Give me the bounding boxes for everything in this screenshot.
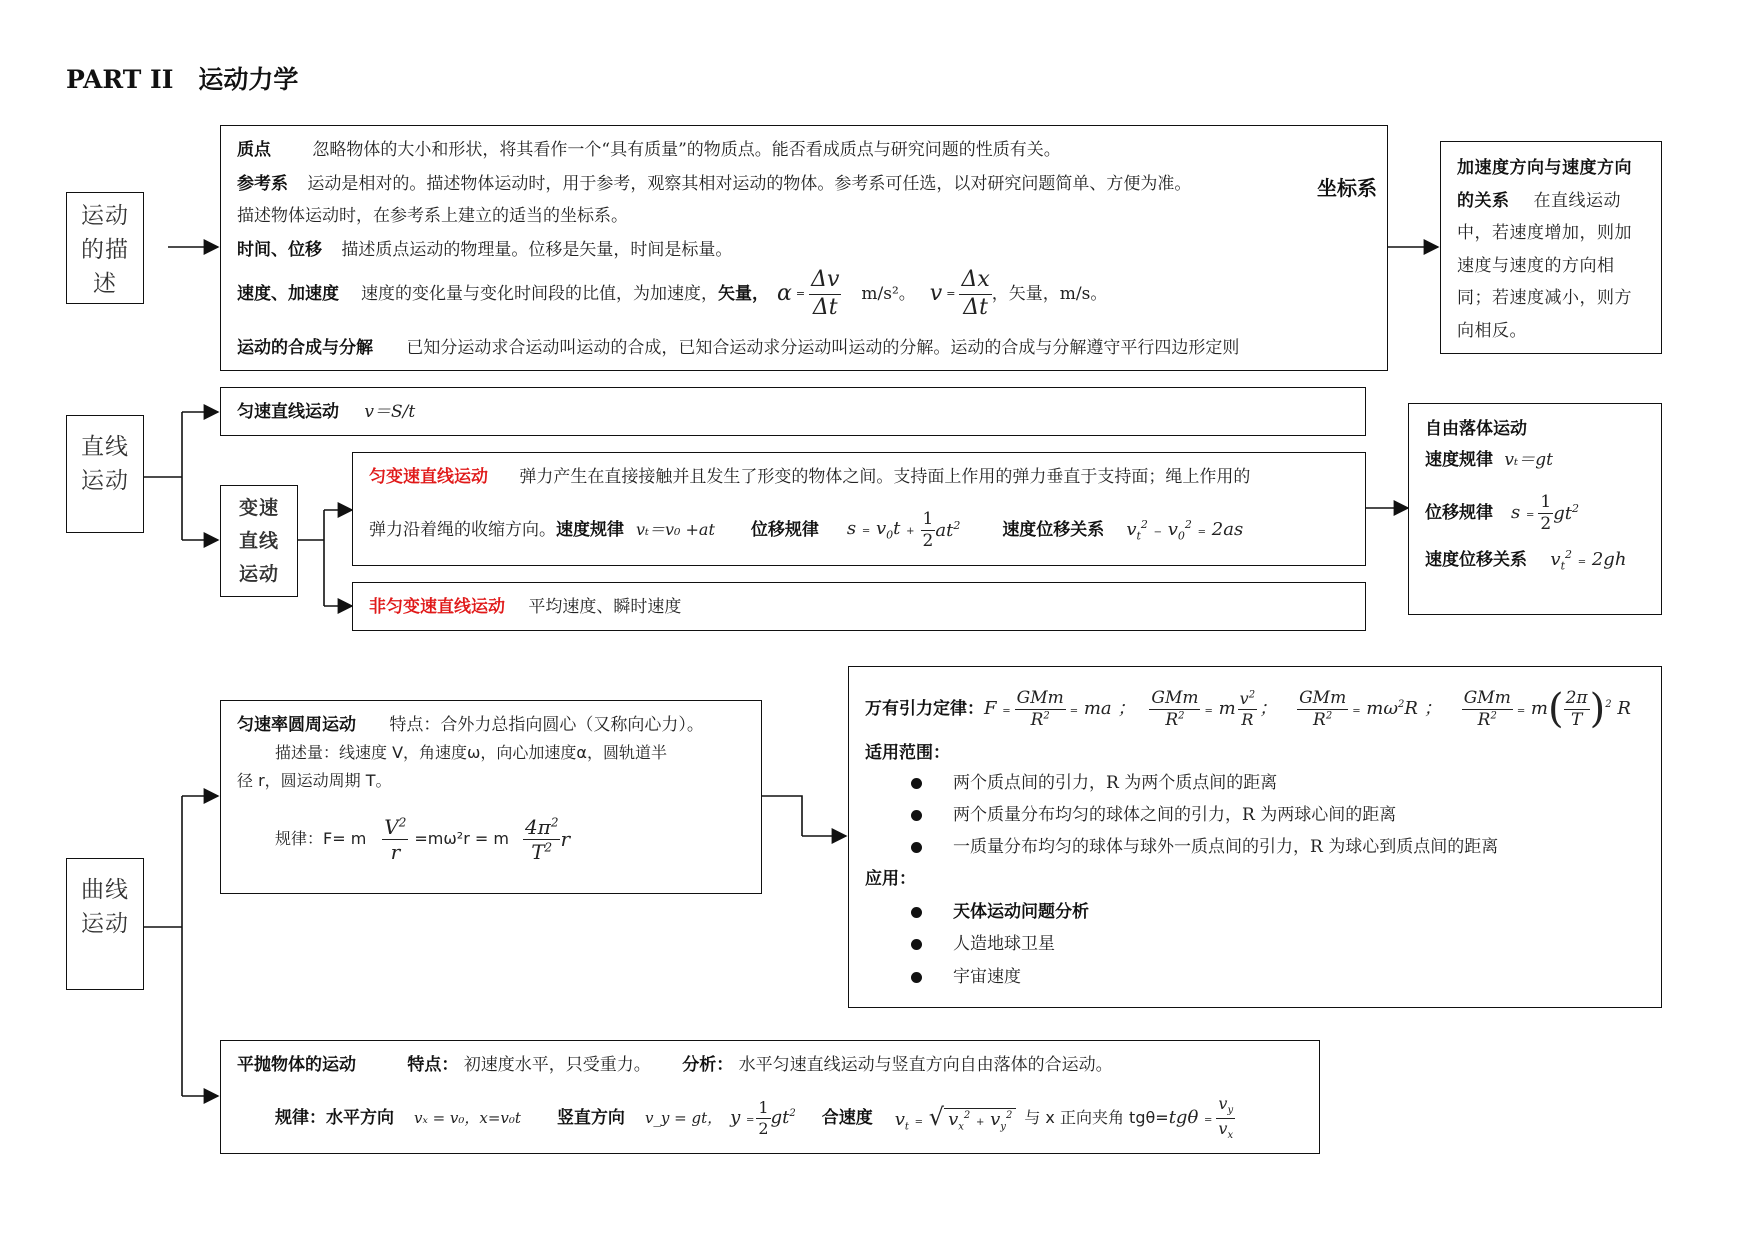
freefall-title: 自由落体运动 — [1425, 419, 1527, 439]
projectile-horiz: vₓ = v₀，x=v₀t — [414, 1109, 521, 1127]
circular-desc1: 描述量：线速度 V，角速度ω，向心加速度α，圆轨道半 — [275, 743, 667, 762]
scope-item-3: 一质量分布均匀的球体与球外一质点间的引力，R 为球心到质点间的距离 — [953, 837, 1499, 857]
uniaccel-disp-law: 位移规律 — [750, 519, 819, 540]
speed-tail: ，矢量，m/s。 — [991, 283, 1108, 304]
v-symbol: v — [929, 280, 943, 306]
nonuni-label: 非匀变速直线运动 — [369, 597, 505, 617]
page-title: PART II 运动力学 — [66, 65, 299, 94]
scope-item-1: 两个质点间的引力，R 为两个质点间的距离 — [953, 773, 1278, 793]
projectile-feature-label: 特点： — [407, 1055, 459, 1075]
ref-label: 参考系 — [237, 174, 288, 194]
ref-text: 运动是相对的。描述物体运动时，用于参考，观察其相对运动的物体。参考系可任选，以对研究问题简单、方便为准。 — [307, 174, 1192, 194]
nonuni-box — [352, 582, 1366, 631]
circular-label: 匀速率圆周运动 — [237, 715, 356, 735]
uniaccel-speed-formula: vₜ＝v₀ +at — [636, 520, 715, 540]
freefall-speed-formula: vₜ＝gt — [1504, 450, 1553, 470]
particle-label: 质点 — [237, 140, 271, 160]
velocity-fraction: $\frac{\Delta x}{\Delta t}$ — [961, 267, 990, 320]
time-text: 描述质点运动的物理量。位移是矢量，时间是标量。 — [341, 240, 733, 260]
bullet-dot — [911, 907, 922, 918]
describe-box: 质点 忽略物体的大小和形状，将其看作一个“具有质量”的物质点。能否看成质点与研究问题的性质有关。 参考系 运动是相对的。描述物体运动时，用于参考，观察其相对运动的物体。参考系可任选，以对研究问题简单、方便为准。 坐标系 描述物体运动时，在参考系上建立的适当的坐标系。 时间、位移 描述质点运动的物理量。位移是矢量，时间是标量。 速度、加速度 速度的变化量与变化时间段的比值，为加速度， 矢量， α = $\frac{\Delta v}{\Delta t}$ m/s²。 v = $\frac{\Delta x}{\Delta t}$ ，矢量，m/s。 运动的合成与分解 已知分运动求合运动叫运动的合成，已知合运动求分运动叫运动的分解。运动的合成与分解遵守平行四边形定则 — [220, 125, 1388, 371]
uniaccel-text1: 弹力产生在直接接触并且发生了形变的物体之间。支持面上作用的弹力垂直于支持面；绳上作用的 — [519, 467, 1251, 487]
nonuni-text: 平均速度、瞬时速度 — [528, 597, 682, 617]
compose-text: 已知分运动求合运动叫运动的合成，已知合运动求分运动叫运动的分解。运动的合成与分解遵守平行四边形定则 — [406, 338, 1240, 358]
projectile-analysis-label: 分析： — [682, 1055, 734, 1075]
projectile-angle-text: 与 x 正向夹角 tgθ= — [1024, 1108, 1169, 1128]
projectile-label: 平抛物体的运动 — [237, 1055, 356, 1075]
uniaccel-label: 匀变速直线运动 — [369, 467, 488, 487]
uniaccel-speed-law: 速度规律 — [556, 519, 624, 540]
bullet-dot — [911, 972, 922, 983]
accel-relation-text: 在直线运动中，若速度增加，则加速度与速度的方向相同；若速度减小，则方向相反。 — [1457, 190, 1632, 341]
uniform-linear-box — [220, 387, 1366, 436]
variable-branch — [298, 510, 324, 606]
section-curve: 曲线运动 — [66, 858, 144, 990]
projectile-combined-label: 合速度 — [821, 1107, 873, 1128]
curve-branch — [144, 796, 182, 1096]
alpha-symbol: α — [777, 280, 792, 306]
coord-label: 坐标系 — [1317, 176, 1377, 200]
projectile-analysis-text: 水平匀速直线运动与竖直方向自由落体的合运动。 — [738, 1055, 1113, 1075]
time-label: 时间、位移 — [237, 240, 322, 260]
circular-feature: 特点：合外力总指向圆心（又称向心力）。 — [389, 715, 704, 735]
particle-text: 忽略物体的大小和形状，将其看作一个“具有质量”的物质点。能否看成质点与研究问题的性质有关。 — [312, 140, 1061, 160]
projectile-law-label: 规律：水平方向 — [275, 1107, 394, 1128]
gravity-law-label: 万有引力定律： — [865, 698, 984, 719]
section-variable: 变速直线运动 — [220, 485, 298, 597]
accel-relation-box — [1440, 141, 1662, 354]
freefall-speed-law: 速度规律 — [1425, 450, 1493, 470]
scope-item-2: 两个质量分布均匀的球体之间的引力，R 为两球心间的距离 — [953, 805, 1397, 825]
circular-to-gravity — [762, 796, 802, 836]
gravity-box: 万有引力定律： F = $\frac{\text{GMm}}{R^2}$ = ma ； $\frac{\text{GMm}}{R^2}$ = m $\frac{v^2}{R}$ ； $\frac{\text{GMm}}{R^2}$ = $m\omega^2R$ ； $\frac{\text{GMm}}{R^2}$ = m( $\frac{2\pi}{T}$ )$^2$ R 适用范围： 两个质点间的引力，R 为两个质点间的距离 两个质量分布均匀的球体之间的引力，R 为两球心间的距离 一质量分布均匀的球体与球外一质点间的引力，R 为球心到质点间的距离 应用： 天体运动问题分析 人造地球卫星 宇宙速度 — [848, 666, 1662, 1008]
gravity-application-label: 应用： — [865, 869, 916, 889]
bullet-dot — [911, 939, 922, 950]
linear-branch — [144, 412, 182, 540]
freefall-disp-formula: s = — [1511, 502, 1535, 524]
uniform-linear-label: 匀速直线运动 — [237, 402, 339, 422]
projectile-vert: v_y = gt， — [644, 1109, 723, 1127]
uniaccel-disp-formula: $s = v_0t$ + — [846, 518, 915, 542]
circular-box: 匀速率圆周运动 特点：合外力总指向圆心（又称向心力）。 描述量：线速度 V，角速度ω，向心加速度α，圆轨道半 径 r，圆运动周期 T。 规律：F= m $\frac{V^2}{r}$ =mω²r = m $\frac{4\pi^2}{T^2}$ r — [220, 700, 762, 894]
freefall-disp-law: 位移规律 — [1425, 502, 1493, 523]
compose-label: 运动的合成与分解 — [237, 338, 373, 358]
section-linear: 直线运动 — [66, 415, 144, 533]
uniaccel-text2: 弹力沿着绳的收缩方向。 — [369, 519, 556, 540]
circular-mid: =mω²r = m — [414, 829, 509, 849]
projectile-vert-label: 竖直方向 — [556, 1107, 625, 1128]
uniaccel-box: 匀变速直线运动 弹力产生在直接接触并且发生了形变的物体之间。支持面上作用的弹力垂直于支持面；绳上作用的 弹力沿着绳的收缩方向。 速度规律 vₜ＝v₀ +at 位移规律 $s = v_0t$ + $\frac{1}{2}$ $at^2$ 速度位移关系 $v_t^2 - v_0^2 = 2as$ — [352, 452, 1366, 566]
bullet-dot — [911, 778, 922, 789]
app-item-2: 人造地球卫星 — [953, 934, 1055, 954]
uniaccel-sv-relation: 速度位移关系 — [1002, 519, 1105, 540]
accel-relation-label: 加速度方向与速度方向的关系 — [1457, 158, 1632, 211]
bullet-dot — [911, 810, 922, 821]
freefall-sv-relation: 速度位移关系 — [1425, 550, 1527, 570]
coord-text: 描述物体运动时，在参考系上建立的适当的坐标系。 — [237, 206, 628, 226]
section-describe: 运动的描述 — [66, 192, 144, 304]
accel-fraction: $\frac{\Delta v}{\Delta t}$ — [811, 267, 840, 320]
app-item-1: 天体运动问题分析 — [953, 902, 1089, 922]
uniform-linear-formula: v＝S/t — [364, 402, 416, 422]
bullet-dot — [911, 842, 922, 853]
freefall-sv-formula: $v_t^2 = 2gh$ — [1550, 548, 1627, 573]
uniaccel-sv-formula: $v_t^2 - v_0^2 = 2as$ — [1126, 517, 1244, 543]
projectile-box: 平抛物体的运动 特点： 初速度水平，只受重力。 分析： 水平匀速直线运动与竖直方向自由落体的合运动。 规律：水平方向 vₓ = v₀，x=v₀t 竖直方向 v_y = gt， y = $\frac{1}{2}$ $gt^2$ 合速度 $v_t$ = √ $v_x^2 + v_y^2$ 与 x 正向夹角 tgθ= tgθ = $\frac{v_y}{v_x}$ — [220, 1040, 1320, 1154]
gravity-scope-label: 适用范围： — [865, 743, 950, 763]
app-item-3: 宇宙速度 — [953, 967, 1021, 987]
speed-unit: m/s²。 — [861, 283, 916, 304]
speed-vec: 矢量， — [718, 283, 769, 304]
speed-label: 速度、加速度 — [237, 283, 339, 304]
projectile-feature-text: 初速度水平，只受重力。 — [463, 1055, 651, 1075]
circular-desc2: 径 r，圆运动周期 T。 — [237, 771, 392, 790]
circular-law: 规律：F= m — [275, 829, 367, 849]
speed-text: 速度的变化量与变化时间段的比值，为加速度， — [361, 283, 718, 304]
freefall-box: 自由落体运动 速度规律 vₜ＝gt 位移规律 s = $\frac{1}{2}$ $gt^2$ 速度位移关系 $v_t^2 = 2gh$ — [1408, 403, 1662, 615]
